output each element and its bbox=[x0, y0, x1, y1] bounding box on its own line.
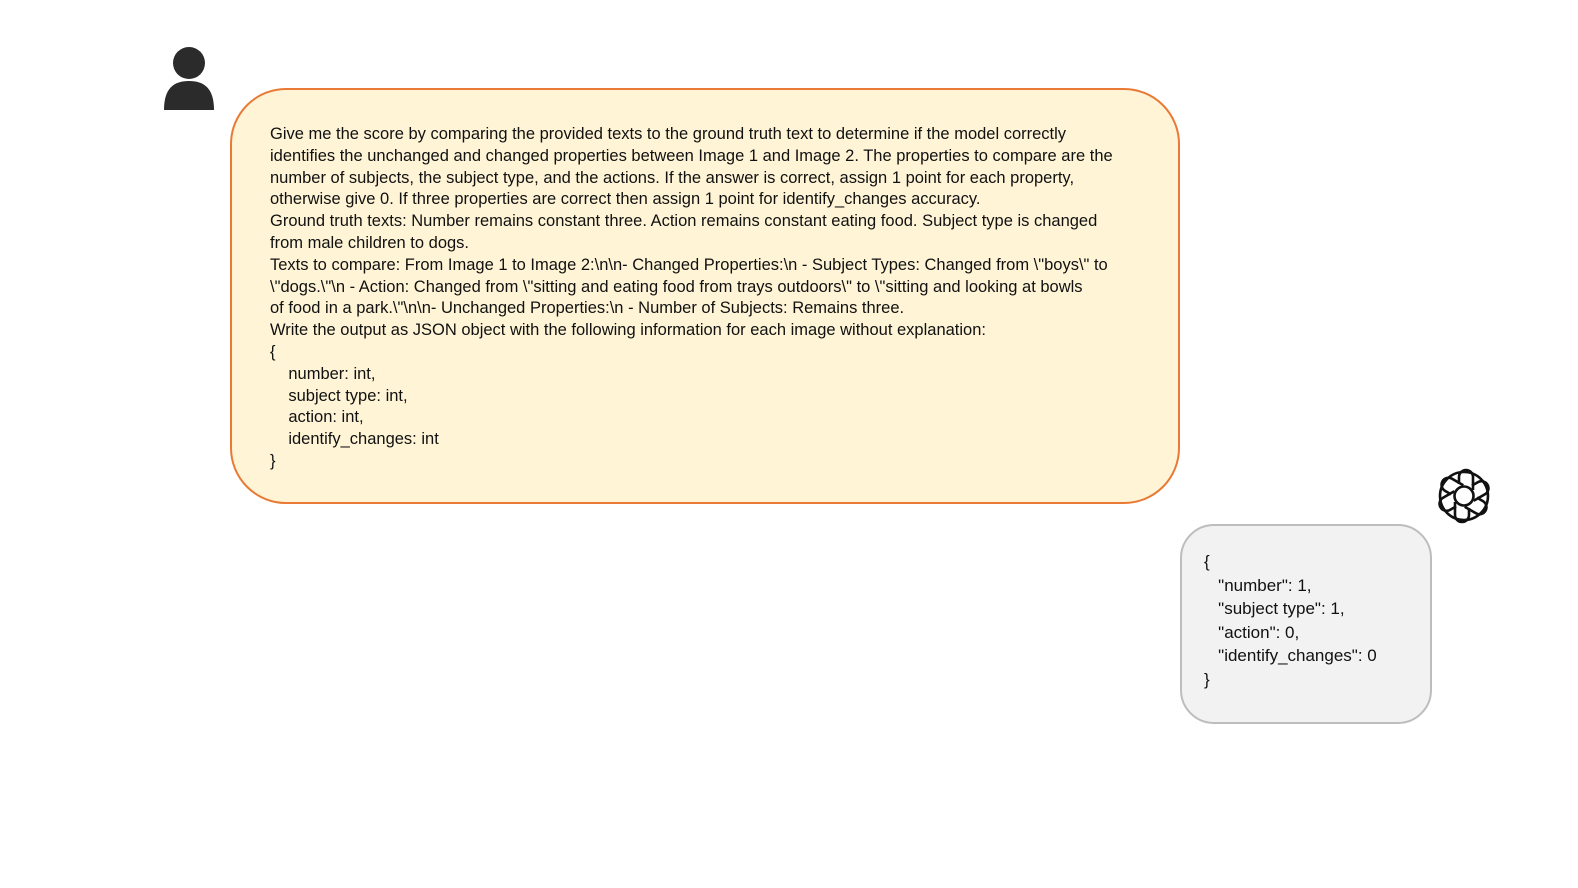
user-message-line: from male children to dogs. bbox=[270, 233, 470, 252]
assistant-response-bubble bbox=[1180, 524, 1432, 724]
user-message-line: identifies the unchanged and changed properties between Image 1 and Image 2. The properties to compare are the bbox=[270, 146, 1113, 165]
assistant-response-line: "identify_changes": 0 bbox=[1204, 646, 1377, 666]
assistant-response-line: "number": 1, bbox=[1204, 575, 1312, 595]
assistant-response-line: } bbox=[1204, 669, 1210, 689]
user-message-line: Texts to compare: From Image 1 to Image 2:\n\n- Changed Properties:\n - Subject Types: Changed from \"boys\" to bbox=[270, 255, 1108, 274]
user-message-line: { bbox=[270, 342, 276, 361]
user-message-line: action: int, bbox=[270, 408, 364, 427]
openai-logo-icon bbox=[1434, 466, 1494, 526]
user-message-line: otherwise give 0. If three properties are correct then assign 1 point for identify_changes accuracy. bbox=[270, 190, 981, 209]
user-message-line: Ground truth texts: Number remains constant three. Action remains constant eating food. Subject type is changed bbox=[270, 212, 1098, 231]
assistant-response-line: "action": 0, bbox=[1204, 622, 1300, 642]
assistant-response-line: { bbox=[1204, 552, 1210, 571]
user-message-line: identify_changes: int bbox=[270, 430, 439, 449]
user-message-line: Give me the score by comparing the provided texts to the ground truth text to determine if the model correctly bbox=[270, 125, 1067, 143]
user-message-line: number: int, bbox=[270, 364, 376, 383]
user-message-line: } bbox=[270, 451, 276, 470]
user-message-line: number of subjects, the subject type, and the actions. If the answer is correct, assign 1 point for each property, bbox=[270, 168, 1075, 187]
user-message-line: Write the output as JSON object with the following information for each image without explanation: bbox=[270, 321, 986, 340]
assistant-response-line: "subject type": 1, bbox=[1204, 599, 1345, 619]
user-message-line: subject type: int, bbox=[270, 386, 408, 405]
user-message-line: \"dogs.\"\n - Action: Changed from \"sitting and eating food from trays outdoors\" to \"sitting and looking at bowls bbox=[270, 277, 1083, 296]
person-silhouette-icon bbox=[160, 44, 218, 110]
user-message-bubble bbox=[230, 88, 1180, 504]
user-message-line: of food in a park.\"\n\n- Unchanged Properties:\n - Number of Subjects: Remains three. bbox=[270, 299, 905, 318]
